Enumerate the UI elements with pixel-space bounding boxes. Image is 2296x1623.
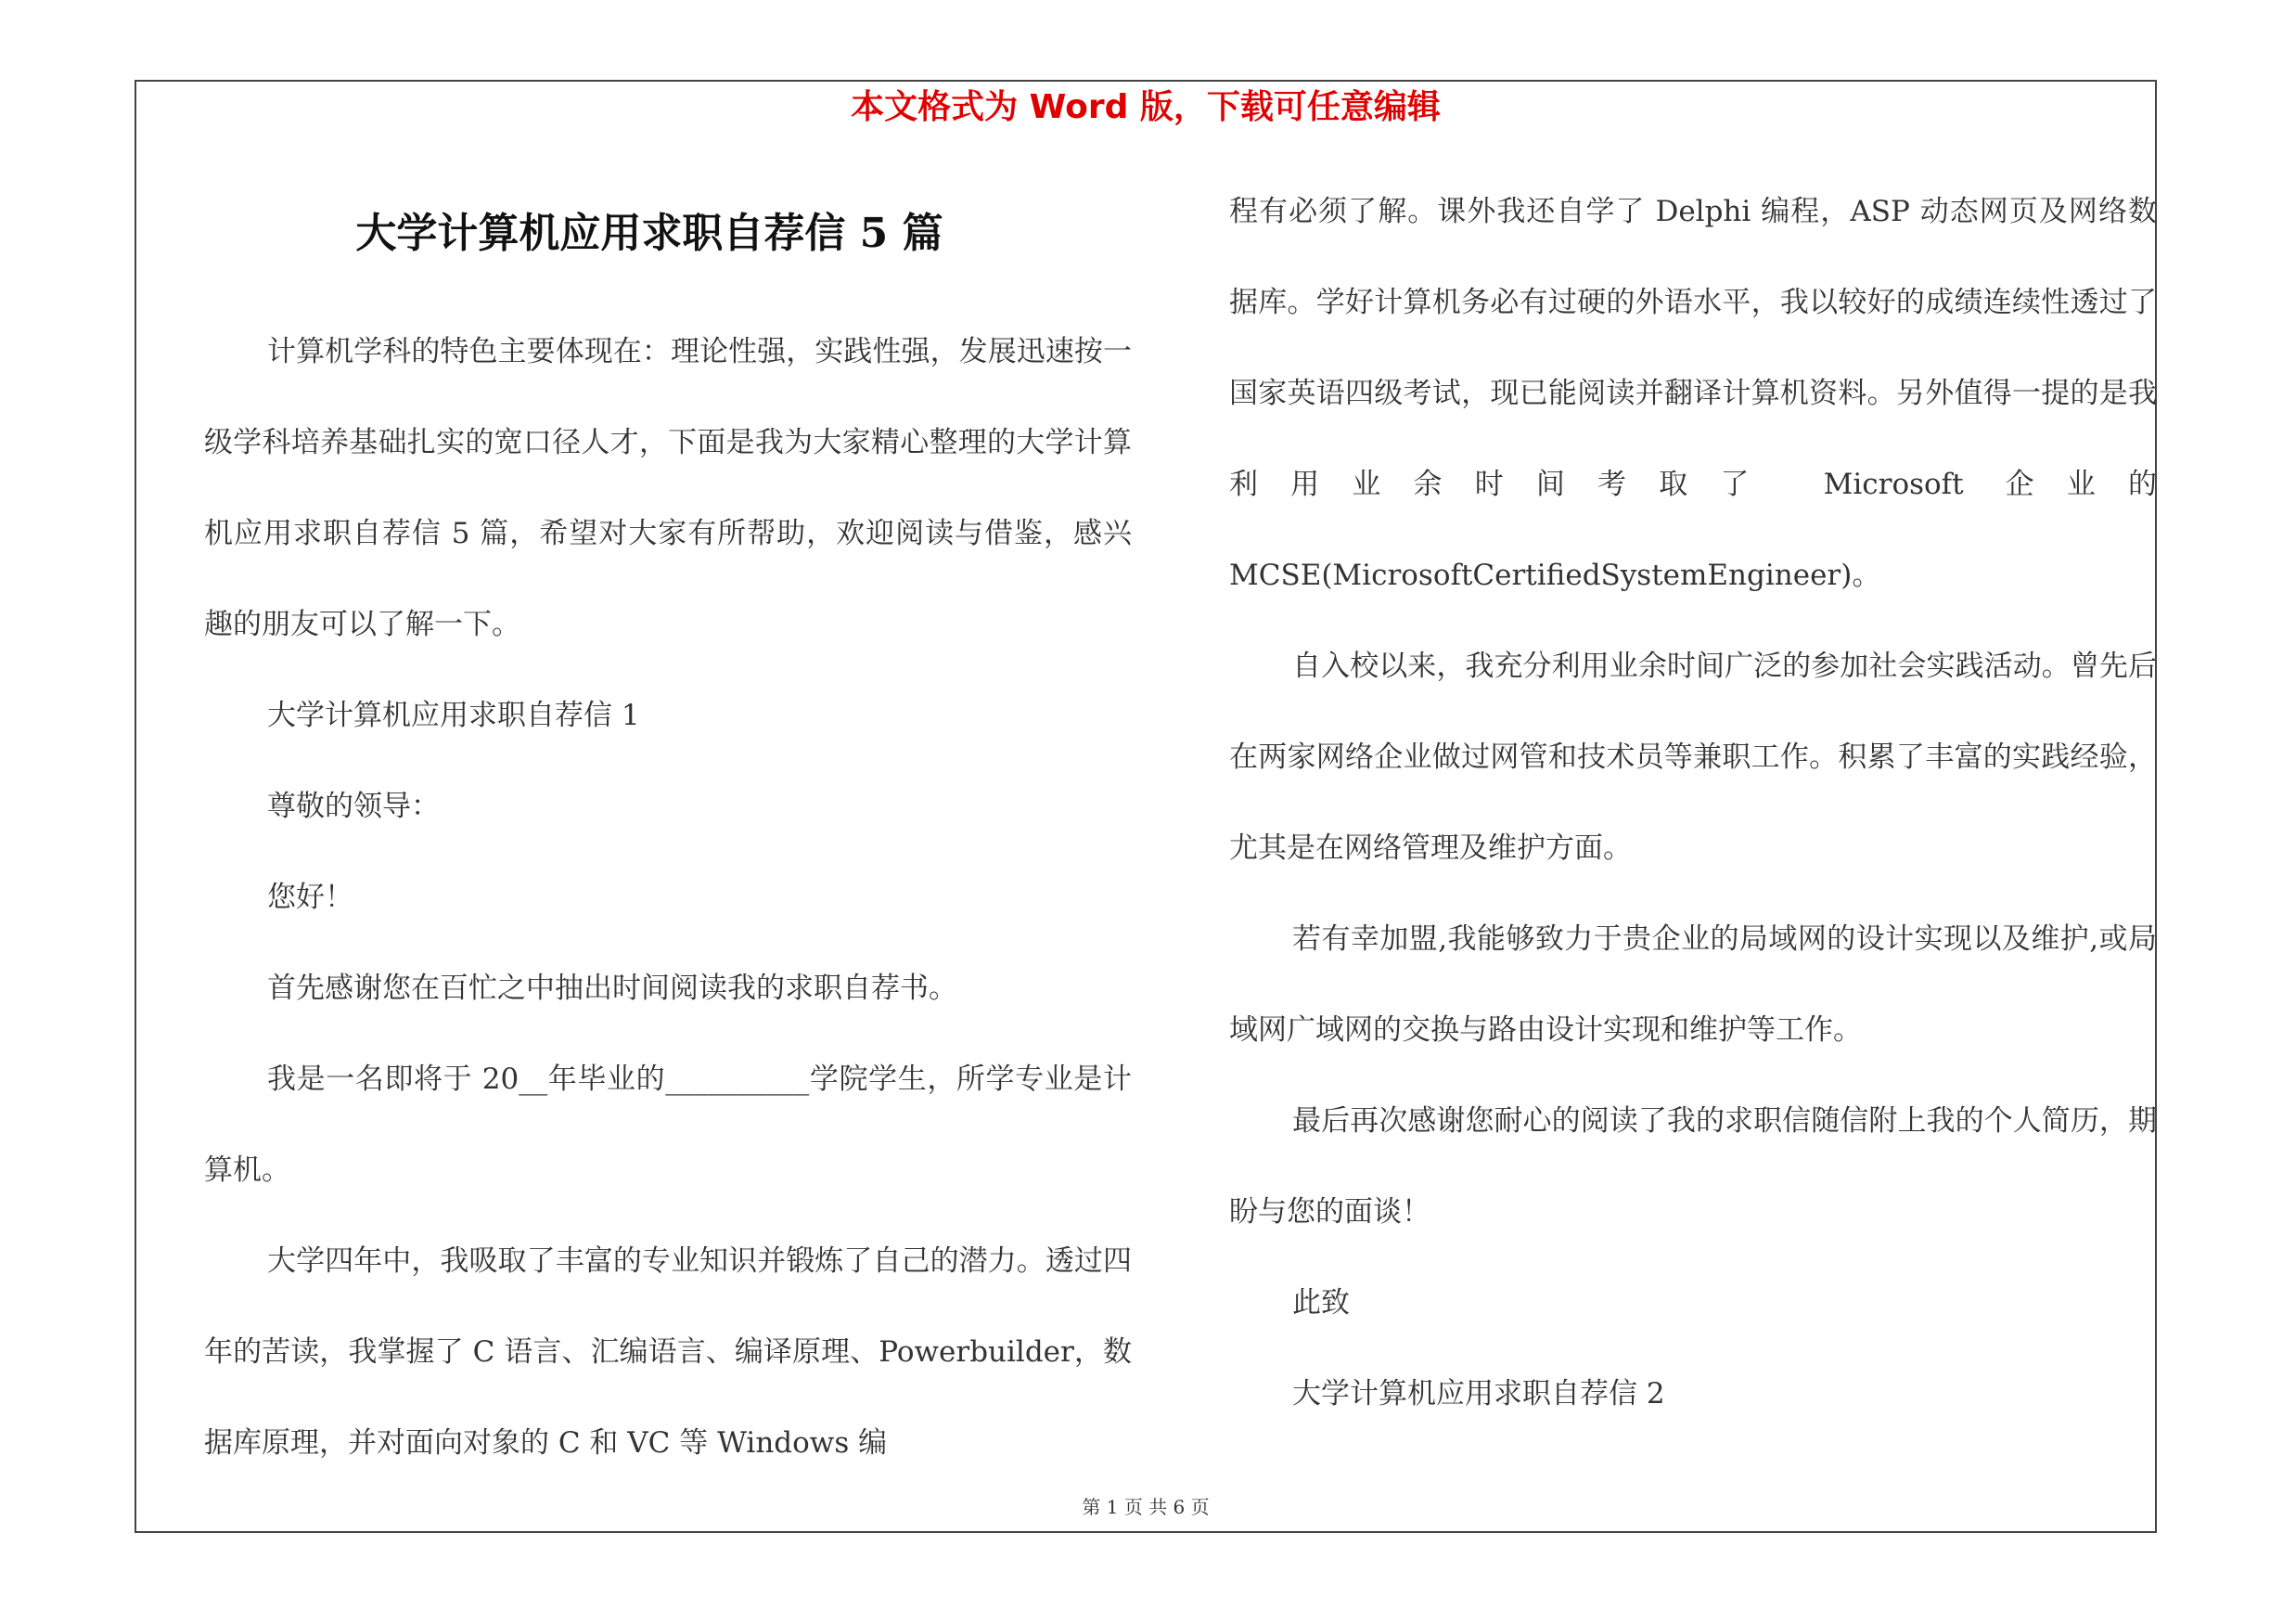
intro-paragraph: 计算机学科的特色主要体现在：理论性强，实践性强，发展迅速按一级学科培养基础扎实的宽口径人才，下面是我为大家精心整理的大学计算机应用求职自荐信 5 篇，希望对大家有所帮助，欢迎阅读与借鉴，感兴趣的朋友可以了解一下。 <box>204 335 1132 641</box>
letter-heading: 大学计算机应用求职自荐信 1 <box>267 699 640 732</box>
body-paragraph-continued: 程有必须了解。课外我还自学了 Delphi 编程，ASP 动态网页及网络数据库。学好计算机务必有过硬的外语水平，我以较好的成绩连续性透过了国家英语四级考试，现已能阅读并翻译计算机资料。另外值得一提的是我利用业余时间考取了 Microsoft 企业的MCSE(MicrosoftCertifiedSystemEngineer)。 <box>1229 195 2157 592</box>
left-column <box>204 306 1132 1488</box>
greeting: 您好！ <box>267 881 353 914</box>
body-paragraph: 最后再次感谢您耐心的阅读了我的求职信随信附上我的个人简历，期盼与您的面谈！ <box>1229 1104 2157 1229</box>
document-title: 大学计算机应用求职自荐信 5 篇 <box>355 210 943 257</box>
closing: 此致 <box>1292 1286 1350 1320</box>
letter-heading: 大学计算机应用求职自荐信 2 <box>1292 1377 1665 1410</box>
body-paragraph: 若有幸加盟,我能够致力于贵企业的局域网的设计实现以及维护,或局域网广域网的交换与路由设计实现和维护等工作。 <box>1229 922 2157 1047</box>
right-column <box>1229 166 2157 1439</box>
body-paragraph: 首先感谢您在百忙之中抽出时间阅读我的求职自荐书。 <box>267 972 957 1005</box>
body-paragraph: 大学四年中，我吸取了丰富的专业知识并锻炼了自己的潜力。透过四年的苦读，我掌握了 C 语言、汇编语言、编译原理、Powerbuilder，数据库原理，并对面向对象的 C 和 VC 等 Windows 编 <box>204 1244 1132 1460</box>
salutation: 尊敬的领导： <box>267 790 440 823</box>
page-number-footer: 第 1 页 共 6 页 <box>1082 1496 1210 1518</box>
format-notice-banner: 本文格式为 Word 版，下载可任意编辑 <box>851 88 1441 126</box>
body-paragraph: 自入校以来，我充分利用业余时间广泛的参加社会实践活动。曾先后在两家网络企业做过网管和技术员等兼职工作。积累了丰富的实践经验，尤其是在网络管理及维护方面。 <box>1229 650 2157 865</box>
body-paragraph: 我是一名即将于 20__年毕业的__________学院学生，所学专业是计算机。 <box>204 1063 1132 1187</box>
